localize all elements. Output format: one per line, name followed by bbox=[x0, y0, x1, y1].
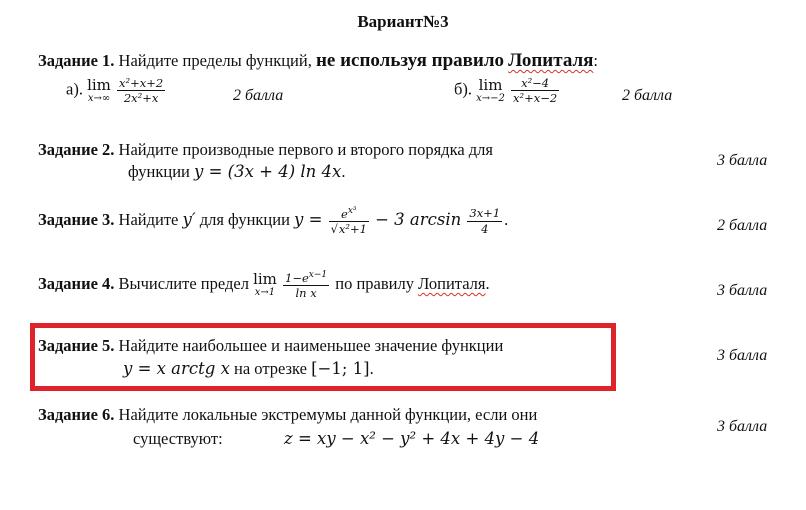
task-4-word: Лопиталя bbox=[418, 274, 486, 294]
task-6-line-2 bbox=[133, 429, 223, 449]
task-2-text-2: функции bbox=[128, 162, 190, 181]
task-3-f2-numerator: 3x+1 bbox=[469, 206, 501, 221]
task-3-yprime: y′ bbox=[182, 210, 196, 230]
task-6-text-2: существуют: bbox=[133, 429, 223, 448]
task-4-denominator: ln x bbox=[295, 286, 317, 301]
task-1-colon: : bbox=[593, 51, 599, 70]
page-title: Вариант№3 bbox=[357, 12, 449, 31]
task-5-dot: . bbox=[369, 359, 374, 378]
task-3-points: 2 балла bbox=[717, 217, 768, 234]
task-5-line-1 bbox=[38, 336, 503, 356]
task-3-f1-radicand: x²+1 bbox=[338, 222, 367, 237]
task-5-interval: [−1; 1] bbox=[311, 359, 370, 378]
task-4-line bbox=[38, 270, 490, 301]
task-3-text-1: Найдите bbox=[118, 210, 179, 230]
task-1-emphasis-word: Лопиталя bbox=[508, 50, 594, 71]
task-1-text: Найдите пределы функций, bbox=[118, 51, 312, 70]
task-1b-denominator: x²+x−2 bbox=[513, 91, 558, 106]
task-1b-limit bbox=[476, 75, 505, 104]
task-3-y-eq: y = bbox=[294, 210, 323, 230]
task-2-text: Найдите производные первого и второго порядка для bbox=[118, 140, 493, 159]
task-1b-lim-op: lim bbox=[478, 75, 503, 94]
task-4-limit bbox=[253, 272, 277, 298]
task-3-label: Задание 3. bbox=[38, 210, 115, 230]
task-4-lim-sub: x→1 bbox=[254, 286, 276, 298]
task-1a-fraction bbox=[117, 76, 165, 106]
task-1a-denominator: 2x²+x bbox=[123, 91, 159, 106]
task-5-text-2: на отрезке bbox=[234, 359, 307, 378]
task-2-points: 3 балла bbox=[717, 152, 768, 169]
task-1a-limit bbox=[87, 75, 111, 104]
task-6-text: Найдите локальные экстремумы данной функции, если они bbox=[118, 405, 538, 424]
task-1a bbox=[66, 76, 167, 106]
task-3-line bbox=[38, 206, 508, 237]
task-3-fraction-1 bbox=[329, 206, 369, 237]
task-1a-points: 2 балла bbox=[233, 87, 284, 104]
task-5-text: Найдите наибольшее и наименьшее значение функции bbox=[118, 336, 504, 355]
task-6-line-1 bbox=[38, 405, 537, 425]
task-1b-numerator: x²−4 bbox=[511, 76, 559, 91]
task-2-formula: y = (3x + 4) ln 4x bbox=[194, 162, 342, 181]
task-1b-label: б). bbox=[454, 79, 473, 99]
task-1a-lim-op: lim bbox=[87, 75, 111, 94]
task-5-points: 3 балла bbox=[717, 347, 768, 364]
task-1a-numerator: x²+x+2 bbox=[119, 76, 164, 90]
task-4-numerator: $1-e^{x-1}$ bbox=[285, 270, 328, 285]
highlight-frame bbox=[30, 323, 616, 391]
task-2-line-2 bbox=[128, 162, 345, 182]
task-2-label: Задание 2. bbox=[38, 140, 115, 159]
task-4-text-2: по правилу bbox=[335, 274, 414, 294]
task-3-f1-denominator: √x²+1 bbox=[330, 222, 367, 237]
task-3-text-2: для функции bbox=[199, 210, 290, 230]
task-1a-label: а). bbox=[66, 79, 83, 99]
task-2-dot: . bbox=[341, 162, 346, 181]
task-3-dot: . bbox=[504, 210, 509, 230]
task-1-label: Задание 1. bbox=[38, 51, 115, 70]
task-1b-points: 2 балла bbox=[622, 87, 673, 104]
task-1b-lim-sub: x→−2 bbox=[476, 92, 505, 104]
task-3-f1-numerator: $e^{x^3}$ bbox=[329, 206, 369, 222]
task-3-fraction-2 bbox=[467, 206, 502, 236]
task-4-fraction bbox=[283, 270, 329, 301]
task-6-formula: z = xy − x² − y² + 4x + 4y − 4 bbox=[284, 429, 540, 448]
task-1b-fraction bbox=[511, 76, 559, 106]
task-2-line-1 bbox=[38, 140, 493, 160]
task-4-lim-op: lim bbox=[253, 270, 277, 289]
task-3-mid: − 3 arcsin bbox=[375, 210, 462, 230]
task-3-f2-denominator: 4 bbox=[481, 221, 489, 236]
task-1-emphasis: не используя правило bbox=[315, 50, 505, 71]
task-4-points: 3 балла bbox=[717, 282, 768, 299]
task-4-text-1: Вычислите предел bbox=[118, 274, 249, 294]
task-5-formula: y = x arctg x bbox=[123, 359, 230, 378]
task-1b bbox=[454, 76, 561, 106]
task-5-label: Задание 5. bbox=[38, 336, 115, 355]
task-4-label: Задание 4. bbox=[38, 274, 115, 294]
task-6-label: Задание 6. bbox=[38, 405, 115, 424]
task-1-line bbox=[38, 50, 598, 72]
task-1a-lim-sub: x→∞ bbox=[87, 92, 111, 104]
task-5-line-2 bbox=[123, 359, 374, 379]
task-6-points: 3 балла bbox=[717, 418, 768, 435]
task-4-dot: . bbox=[485, 274, 490, 294]
